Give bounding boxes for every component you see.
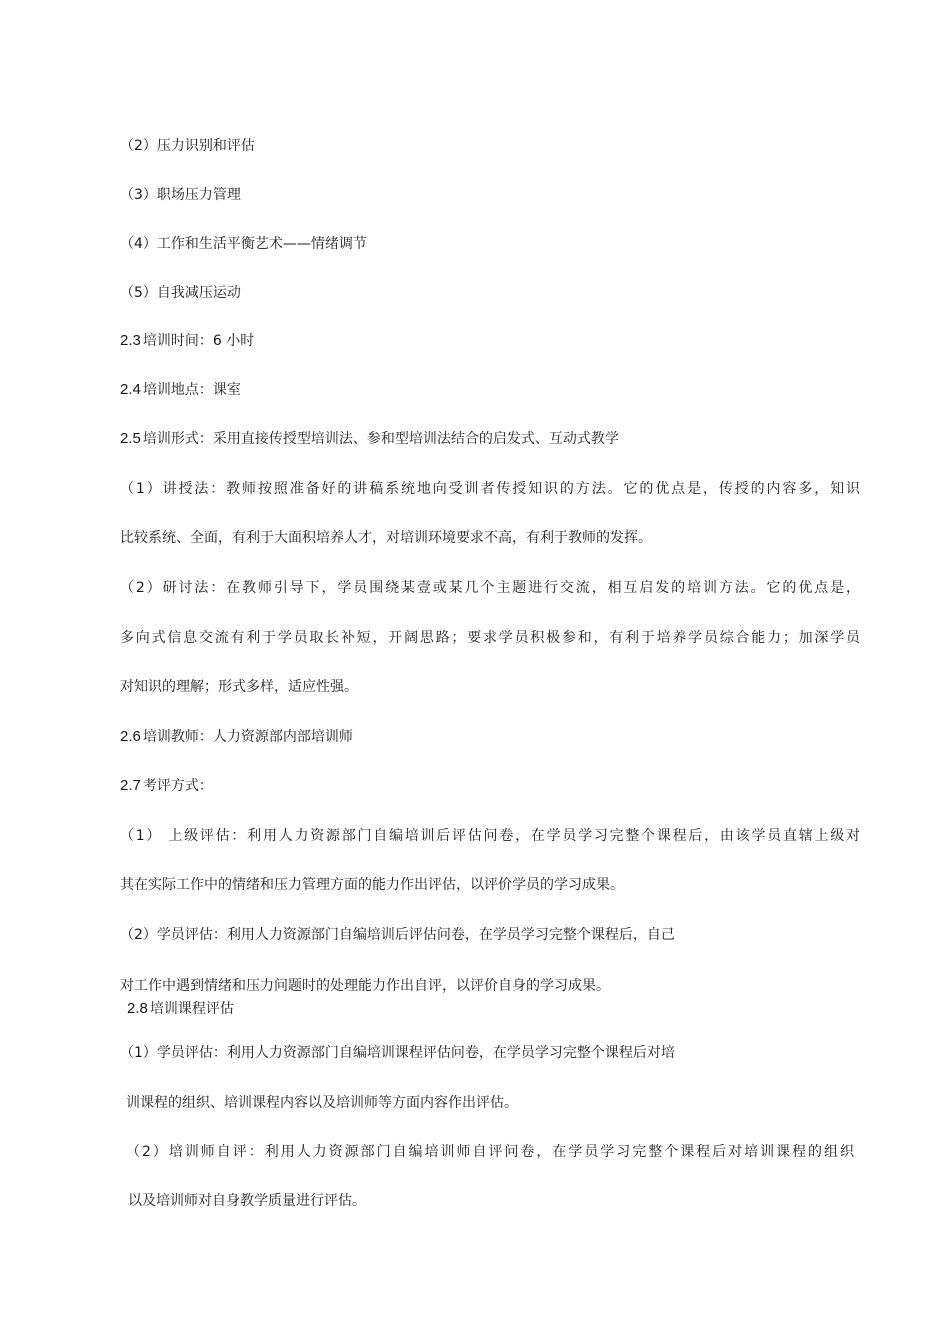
- lecture-method-line-2: 比较系统、全面，有利于大面积培养人才，对培训环境要求不高，有利于教师的发挥。: [120, 530, 652, 546]
- stress-item-2: （2）压力识别和评估: [120, 138, 255, 154]
- section-text: 培训教师：人力资源部内部培训师: [142, 729, 353, 745]
- section-2-4: [120, 380, 241, 400]
- seminar-method-line-3: 对知识的理解；形式多样，适应性强。: [120, 679, 358, 695]
- stress-item-5: （5）自我减压运动: [120, 285, 241, 301]
- superior-eval-line-2: 其在实际工作中的情绪和压力管理方面的能力作出评估，以评价学员的学习成果。: [120, 877, 624, 893]
- section-text: 培训时间：6 小时: [142, 333, 255, 349]
- section-number: 2.3: [120, 332, 141, 349]
- section-text: 培训地点：课室: [142, 382, 241, 398]
- section-number: 2.7: [120, 777, 141, 794]
- section-text: 培训课程评估: [149, 1001, 234, 1017]
- superior-eval-line-1: （1） 上级评估：利用人力资源部门自编培训后评估问卷，在学员学习完整个课程后，由该学员直辖上级对: [120, 828, 860, 844]
- trainer-self-eval-line-2: 以及培训师对自身教学质量进行评估。: [128, 1193, 366, 1209]
- section-text: 考评方式：: [142, 778, 213, 794]
- seminar-method-line-1: （2）研讨法：在教师引导下，学员围绕某壹或某几个主题进行交流，相互启发的培训方法。它的优点是，: [120, 580, 860, 596]
- self-eval-line-2: 对工作中遇到情绪和压力问题时的处理能力作出自评，以评价自身的学习成果。: [120, 978, 610, 994]
- section-2-6: [120, 727, 353, 747]
- section-text: 培训形式：采用直接传授型培训法、参和型培训法结合的启发式、互动式教学: [142, 431, 619, 447]
- trainer-self-eval-line-1: （2）培训师自评：利用人力资源部门自编培训师自评问卷，在学员学习完整个课程后对培训课程的组织: [126, 1144, 854, 1160]
- section-2-3: [120, 331, 254, 351]
- self-eval-line-1: （2）学员评估：利用人力资源部门自编培训后评估问卷，在学员学习完整个课程后，自己: [120, 927, 675, 943]
- section-number: 2.6: [120, 728, 141, 745]
- stress-item-3: （3）职场压力管理: [120, 187, 241, 203]
- section-2-8: [127, 999, 234, 1019]
- stress-item-4: （4）工作和生活平衡艺术——情绪调节: [120, 236, 367, 252]
- student-course-eval-line-1: （1）学员评估：利用人力资源部门自编培训课程评估问卷，在学员学习完整个课程后对培: [120, 1045, 675, 1061]
- section-number: 2.4: [120, 381, 141, 398]
- section-2-5: [120, 429, 619, 449]
- section-2-7: [120, 776, 213, 796]
- seminar-method-line-2: 多向式信息交流有利于学员取长补短，开阔思路；要求学员积极参和，有利于培养学员综合能力；加深学员: [120, 630, 860, 646]
- section-number: 2.5: [120, 430, 141, 447]
- lecture-method-line-1: （1）讲授法：教师按照准备好的讲稿系统地向受训者传授知识的方法。它的优点是，传授的内容多，知识: [120, 481, 860, 497]
- student-course-eval-line-2: 训课程的组织、培训课程内容以及培训师等方面内容作出评估。: [126, 1095, 518, 1111]
- section-number: 2.8: [127, 1000, 148, 1017]
